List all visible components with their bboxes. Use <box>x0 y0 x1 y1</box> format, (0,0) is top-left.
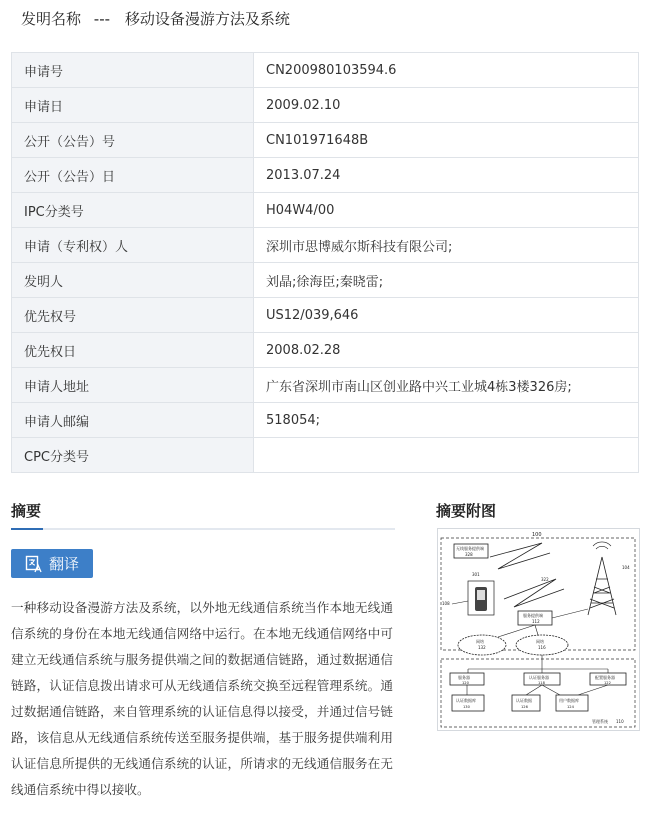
abstract-figure[interactable] <box>437 528 640 731</box>
title-text: 移动设备漫游方法及系统 <box>124 10 290 28</box>
fig-label: 112 <box>532 619 540 624</box>
fig-label: 322 <box>541 577 549 582</box>
fig-label: 110 <box>616 719 624 724</box>
table-row <box>12 263 639 298</box>
cell-tower-icon <box>588 542 616 615</box>
fig-label: 116 <box>538 645 546 650</box>
fig-label: 管理系统 <box>592 719 608 724</box>
table-row <box>12 53 639 88</box>
table-row <box>12 368 639 403</box>
field-label: 公开（公告）日 <box>12 158 254 193</box>
fig-label: 118 <box>538 681 545 685</box>
field-label: 申请日 <box>12 88 254 123</box>
title-separator: --- <box>93 10 111 28</box>
field-label: 申请（专利权）人 <box>12 228 254 263</box>
field-value: 518054; <box>254 403 639 438</box>
fig-label: 认证数据 <box>516 698 532 703</box>
field-value: 2009.02.10 <box>254 88 639 123</box>
table-row <box>12 333 639 368</box>
network-cloud-icon <box>458 635 568 655</box>
connector-line <box>498 625 538 637</box>
connector-line <box>468 655 608 673</box>
connector-line <box>552 609 588 618</box>
fig-label: 认证数据库 <box>456 698 476 703</box>
field-label: 申请人邮编 <box>12 403 254 438</box>
field-value: US12/039,646 <box>254 298 639 333</box>
fig-label: 网络 <box>536 639 544 644</box>
field-label: 申请人地址 <box>12 368 254 403</box>
table-row <box>12 228 639 263</box>
field-value: 广东省深圳市南山区创业路中兴工业城4栋3楼326房; <box>254 368 639 403</box>
fig-label: 配置服务器 <box>595 675 615 680</box>
fig-label: 130 <box>463 705 470 709</box>
fig-label: 100 <box>532 532 542 538</box>
fig-label: 无线服务提供端 <box>456 546 484 551</box>
field-label: 申请号 <box>12 53 254 88</box>
field-label: 公开（公告）号 <box>12 123 254 158</box>
table-row <box>12 123 639 158</box>
table-row <box>12 298 639 333</box>
abstract-text: 一种移动设备漫游方法及系统，以外地无线通信系统当作本地无线通信系统的身份在本地无线通信网络中运行。在本地无线通信网络中可建立无线通信系统与服务提供端之间的数据通信链路，通过数据通信链路，认证信息拨出请求可从无线通信系统交换至远程管理系统。通过数据通信链路，来自管理系统的认证信息得以接受，并通过信号链路，该信息从无线通信系统传送至服务提供端，基于服务提供端利用认证信息所提供的无线通信系统的认证，所请求的无线通信服务在无线通信系统中得以接收。 <box>11 600 393 797</box>
field-label: 优先权日 <box>12 333 254 368</box>
bibliographic-table <box>11 52 639 473</box>
leader-line <box>452 601 468 604</box>
connector-line <box>467 685 608 695</box>
fig-label: 120 <box>462 681 469 685</box>
signal-bolt-icon <box>490 543 550 569</box>
field-label: CPC分类号 <box>12 438 254 473</box>
field-value: H04W4/00 <box>254 193 639 228</box>
fig-label: 认证服务器 <box>529 675 549 680</box>
phone-screen <box>477 590 485 600</box>
fig-label: 用户数据库 <box>559 698 579 703</box>
translate-button[interactable] <box>11 549 93 578</box>
signal-bolt-icon <box>504 579 564 607</box>
abstract-section-header <box>11 500 395 530</box>
figure-section-header <box>436 500 496 521</box>
fig-label: 服务提供端 <box>523 613 543 618</box>
field-label: 优先权号 <box>12 298 254 333</box>
field-value <box>254 438 639 473</box>
fig-label: 服务器 <box>458 675 470 680</box>
field-label: 发明人 <box>12 263 254 298</box>
field-value: 2013.07.24 <box>254 158 639 193</box>
figure-diagram <box>438 529 639 730</box>
fig-label: 126 <box>521 705 528 709</box>
field-value: 刘晶;徐海臣;秦晓雷; <box>254 263 639 298</box>
field-value: 深圳市思博威尔斯科技有限公司; <box>254 228 639 263</box>
table-row <box>12 158 639 193</box>
field-value: CN200980103594.6 <box>254 53 639 88</box>
table-row <box>12 403 639 438</box>
fig-label: 104 <box>622 565 630 570</box>
abstract-heading: 摘要 <box>11 502 42 520</box>
field-value: CN101971648B <box>254 123 639 158</box>
section-divider <box>11 528 395 530</box>
fig-label: 328 <box>465 552 473 557</box>
table-row <box>12 438 639 473</box>
fig-label: 132 <box>478 645 486 650</box>
fig-label: 网络 <box>476 639 484 644</box>
figure-heading: 摘要附图 <box>436 502 497 520</box>
translate-icon <box>25 555 43 573</box>
invention-title <box>21 8 290 29</box>
fig-label: 124 <box>567 705 574 709</box>
title-label: 发明名称 <box>21 10 82 28</box>
field-label: IPC分类号 <box>12 193 254 228</box>
fig-label: 108 <box>442 601 450 606</box>
table-row <box>12 193 639 228</box>
fig-label: 301 <box>472 572 480 577</box>
divider-accent <box>11 528 43 530</box>
translate-label: 翻译 <box>48 555 79 573</box>
table-row <box>12 88 639 123</box>
field-value: 2008.02.28 <box>254 333 639 368</box>
fig-label: 122 <box>604 681 611 685</box>
